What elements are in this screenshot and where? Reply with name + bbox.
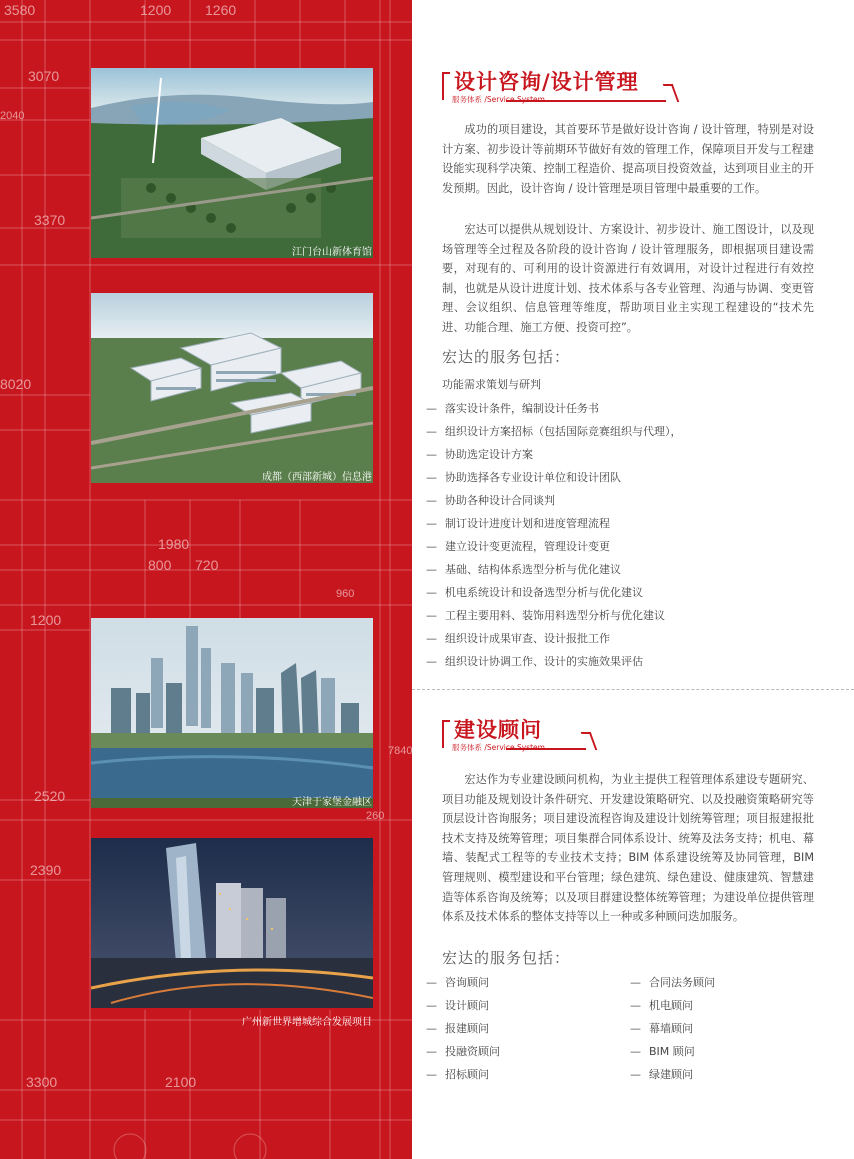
photo-caption: 广州新世界增城综合发展项目 xyxy=(242,1017,372,1028)
dash-icon: — xyxy=(630,1045,641,1058)
list-item: — 投融资顾问 xyxy=(426,1045,500,1058)
dash-icon: — xyxy=(426,517,437,530)
intro-paragraph: 宏达可以提供从规划设计、方案设计、初步设计、施工图设计，以及现场管理等全过程及各阶段的设计咨询 / 设计管理服务，即根据项目建设需要，对现有的、可利用的设计资源进行有效调用，对设计过程进行有效控制，也就是从设计进度计划、技术体系与各专业管理、沟通与协调、变更管理、会议组织、信息管理等维度，帮助项目业主实现工程建设的“技术先进、功能合理、施工方便、投资可控”。 xyxy=(442,223,814,334)
section-title: 建设顾问 xyxy=(454,718,542,742)
dim-label: 2390 xyxy=(30,862,62,878)
dash-icon: — xyxy=(426,609,437,622)
list-item: — 建立设计变更流程，管理设计变更 xyxy=(426,540,610,553)
dash-icon: — xyxy=(426,402,437,415)
dash-icon: — xyxy=(630,1022,641,1035)
list-item: — 招标顾问 xyxy=(426,1068,489,1081)
list-item: — 基础、结构体系选型分析与优化建议 xyxy=(426,563,621,576)
infoport-photo xyxy=(91,293,373,483)
photo-caption: 成都（西部新城）信息港 xyxy=(262,472,372,483)
list-item: — 设计顾问 xyxy=(426,999,489,1012)
tianjin-photo xyxy=(91,618,373,808)
dim-label: 1200 xyxy=(30,612,62,628)
section-subtitle: 服务体系 /Service System xyxy=(452,95,545,104)
list-item: — 组织设计方案招标（包括国际竞赛组织与代理）， xyxy=(426,425,682,438)
dim-label: 2040 xyxy=(0,110,25,122)
list-item: — 组织设计协调工作、设计的实施效果评估 xyxy=(426,655,643,668)
photo-caption: 天津于家堡金融区 xyxy=(292,797,372,808)
list-item: — 制订设计进度计划和进度管理流程 xyxy=(426,517,610,530)
list-item: — 咨询顾问 xyxy=(426,976,489,989)
dash-icon: — xyxy=(426,448,437,461)
dim-label: 720 xyxy=(195,557,219,573)
dim-label: 960 xyxy=(336,588,355,600)
guangzhou-photo xyxy=(91,838,373,1008)
services-title: 宏达的服务包括： xyxy=(442,949,571,967)
dash-icon: — xyxy=(426,1045,437,1058)
dash-icon: — xyxy=(426,999,437,1012)
section-title: 设计咨询/设计管理 xyxy=(454,70,639,94)
list-item: — 组织设计成果审查、设计报批工作 xyxy=(426,632,610,645)
list-item: — 落实设计条件，编制设计任务书 xyxy=(426,402,599,415)
services-title: 宏达的服务包括： xyxy=(442,348,571,366)
dash-icon: — xyxy=(426,632,437,645)
dash-icon: — xyxy=(426,471,437,484)
dash-icon: — xyxy=(426,425,437,438)
list-item: — 协助选择各专业设计单位和设计团队 xyxy=(426,471,621,484)
dash-icon: — xyxy=(426,1022,437,1035)
list-item: — 机电系统设计和设备选型分析与优化建议 xyxy=(426,586,643,599)
section-header xyxy=(442,66,692,110)
dim-label: 3580 xyxy=(4,2,36,18)
dim-label: 260 xyxy=(366,810,385,822)
dash-icon: — xyxy=(426,563,437,576)
service-item: 功能需求策划与研判 xyxy=(442,378,541,391)
photo-caption: 江门台山新体育馆 xyxy=(292,247,372,258)
dim-label: 2520 xyxy=(34,788,66,804)
dash-icon: — xyxy=(630,976,641,989)
list-item: — 合同法务顾问 xyxy=(630,976,715,989)
list-item: — 机电顾问 xyxy=(630,999,693,1012)
dim-label: 3070 xyxy=(28,68,60,84)
dim-label: 1980 xyxy=(158,536,190,552)
dash-icon: — xyxy=(426,655,437,668)
bracket-decoration xyxy=(442,720,450,748)
stadium-photo xyxy=(91,68,373,258)
list-item: — 工程主要用料、装饰用料选型分析与优化建议 xyxy=(426,609,665,622)
main-content xyxy=(412,0,854,1159)
list-item: — 幕墙顾问 xyxy=(630,1022,693,1035)
section-divider xyxy=(412,689,854,690)
intro-paragraph: 成功的项目建设，其首要环节是做好设计咨询 / 设计管理，特别是对设计方案、初步设计等前期环节做好有效的管理工作，保障项目开发与工程建设能实现科学决策、控制工程造价、提高项目投资效益，达到项目业主的开发预期。因此，设计咨询 / 设计管理是项目管理中最重要的工作。 xyxy=(442,123,814,195)
dim-label: 1260 xyxy=(205,2,237,18)
dim-label: 8020 xyxy=(0,376,32,392)
intro-paragraph: 宏达作为专业建设顾问机构，为业主提供工程管理体系建设专题研究、项目功能及规划设计条件研究、开发建设策略研究、以及投融资策略研究等顶层设计咨询服务；项目建设流程咨询及建设计划统筹管理；项目报建报批技术支持及统筹管理；项目集群合同体系设计、统筹及法务支持；机电、幕墙、装配式工程等的专业技术支持；BIM 体系建设统筹及协同管理，BIM 管理规则、模型建设和平台管理；绿色建筑、绿色建设、健康建筑、智慧建造等体系咨询及统筹；以及项目群建设整体统筹管理；为建设单位提供管理体系及技术体系的整体支持等以上一种或多种顾问迭加服务。 xyxy=(442,773,814,924)
list-item: — BIM 顾问 xyxy=(630,1045,695,1058)
dash-icon: — xyxy=(426,1068,437,1081)
dim-label: 2100 xyxy=(165,1074,197,1090)
dim-label: 3370 xyxy=(34,212,66,228)
section-subtitle: 服务体系 /Service System xyxy=(452,743,545,752)
left-red-panel xyxy=(0,0,412,1159)
dash-icon: — xyxy=(426,586,437,599)
dim-label: 1200 xyxy=(140,2,172,18)
dash-icon: — xyxy=(426,976,437,989)
bracket-decoration xyxy=(442,72,450,100)
dim-label: 800 xyxy=(148,557,172,573)
section-header xyxy=(442,714,692,758)
dash-icon: — xyxy=(426,540,437,553)
dash-icon: — xyxy=(426,494,437,507)
list-item: — 协助各种设计合同谈判 xyxy=(426,494,555,507)
dim-label: 7840 xyxy=(388,745,412,757)
list-item: — 绿建顾问 xyxy=(630,1068,693,1081)
list-item: — 协助选定设计方案 xyxy=(426,448,533,461)
dash-icon: — xyxy=(630,999,641,1012)
dash-icon: — xyxy=(630,1068,641,1081)
list-item: — 报建顾问 xyxy=(426,1022,489,1035)
dim-label: 3300 xyxy=(26,1074,58,1090)
